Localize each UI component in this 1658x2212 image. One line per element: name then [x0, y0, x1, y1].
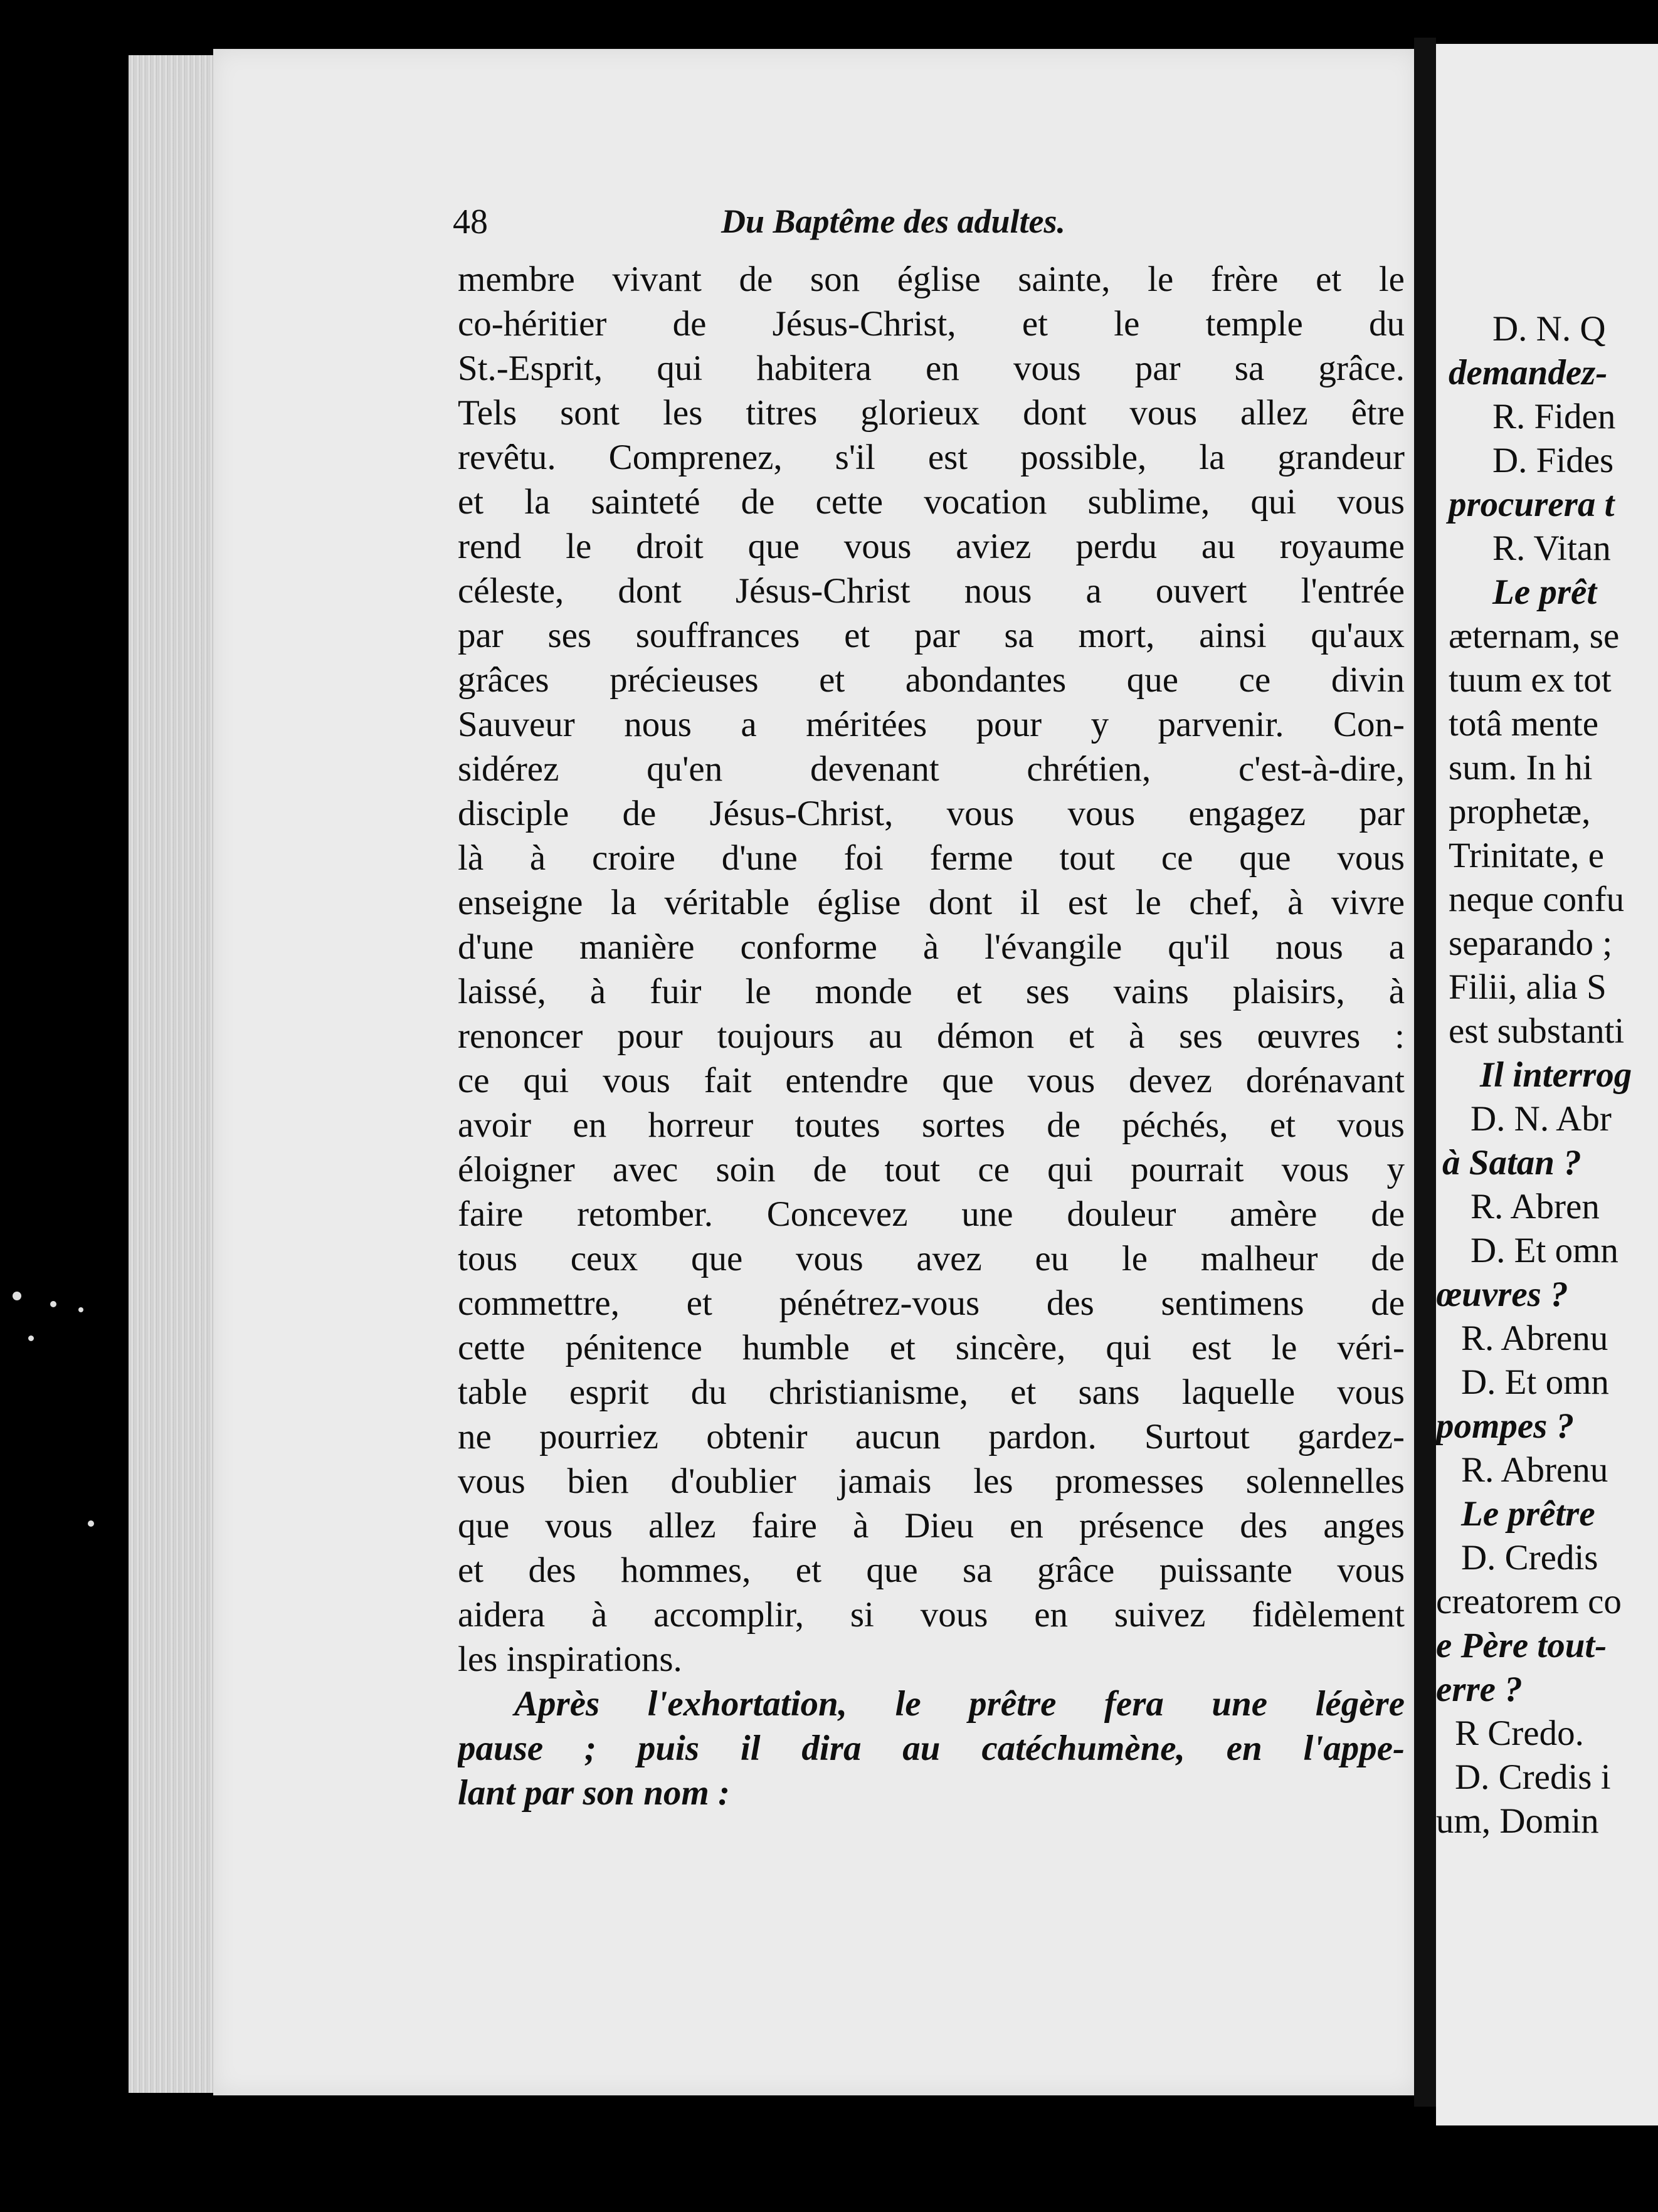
right-text-line: tuum ex tot [1449, 660, 1612, 700]
right-text-line: Trinitate, e [1449, 836, 1605, 875]
right-text-line: R. Vitan [1492, 529, 1611, 568]
margin-speck [13, 1292, 21, 1300]
right-text-line: sum. In hi [1449, 748, 1593, 787]
text-line: par ses souffrances et par sa mort, ainsi qu'aux [458, 616, 1405, 655]
text-line: ne pourriez obtenir aucun pardon. Surtout gardez- [458, 1417, 1405, 1456]
rubric-line: lant par son nom : [458, 1773, 730, 1813]
margin-speck [50, 1301, 56, 1307]
text-line: que vous allez faire à Dieu en présence des anges [458, 1506, 1405, 1546]
right-text-line: pompes ? [1436, 1406, 1575, 1446]
right-text-line: D. N. Abr [1471, 1099, 1612, 1139]
text-line: sidérez qu'en devenant chrétien, c'est-à-dire, [458, 749, 1405, 789]
margin-speck [88, 1520, 94, 1527]
right-page-text [1436, 307, 1658, 1843]
text-line: faire retomber. Concevez une douleur amère de [458, 1194, 1405, 1234]
right-text-line: R Credo. [1455, 1714, 1584, 1753]
text-line: Sauveur nous a méritées pour y parvenir. Con- [458, 705, 1405, 744]
text-line: les inspirations. [458, 1640, 682, 1679]
margin-speck [78, 1307, 83, 1312]
right-text-line: Il interrog [1480, 1055, 1632, 1095]
right-text-line: procurera t [1449, 485, 1615, 524]
right-text-line: æternam, se [1449, 616, 1620, 656]
rubric-line: pause ; puis il dira au catéchumène, en l'appe- [458, 1729, 1405, 1768]
right-text-line: D. Credis i [1455, 1757, 1611, 1797]
text-line: avoir en horreur toutes sortes de péchés, et vous [458, 1105, 1405, 1145]
text-line: enseigne la véritable église dont il est le chef, à vivre [458, 883, 1405, 922]
right-text-line: e Père tout- [1436, 1626, 1607, 1665]
right-text-line: totâ mente [1449, 704, 1598, 744]
right-text-line: Filii, alia S [1449, 967, 1607, 1007]
text-line: d'une manière conforme à l'évangile qu'il nous a [458, 927, 1405, 967]
body-text [458, 257, 1405, 1815]
right-text-line: erre ? [1436, 1670, 1523, 1709]
right-text-line: R. Abrenu [1461, 1319, 1608, 1358]
text-line: Tels sont les titres glorieux dont vous allez être [458, 393, 1405, 433]
right-text-line: R. Fiden [1492, 397, 1616, 436]
text-line: renoncer pour toujours au démon et à ses œuvres : [458, 1016, 1405, 1056]
right-text-line: demandez- [1449, 353, 1608, 392]
text-line: membre vivant de son église sainte, le frère et le [458, 260, 1405, 299]
text-line: table esprit du christianisme, et sans laquelle vous [458, 1372, 1405, 1412]
text-line: disciple de Jésus-Christ, vous vous engagez par [458, 794, 1405, 833]
text-line: St.-Esprit, qui habitera en vous par sa grâce. [458, 349, 1405, 388]
right-text-line: Le prêt [1492, 572, 1597, 612]
text-line: rend le droit que vous aviez perdu au royaume [458, 527, 1405, 566]
right-text-line: creatorem co [1436, 1582, 1622, 1621]
text-line: grâces précieuses et abondantes que ce divin [458, 660, 1405, 700]
right-text-line: œuvres ? [1436, 1275, 1568, 1314]
right-text-line: R. Abren [1471, 1187, 1600, 1226]
text-line: ce qui vous fait entendre que vous devez dorénavant [458, 1061, 1405, 1100]
text-line: et des hommes, et que sa grâce puissante vous [458, 1551, 1405, 1590]
text-line: là à croire d'une foi ferme tout ce que vous [458, 838, 1405, 878]
margin-speck [28, 1335, 34, 1341]
right-text-line: D. N. Q [1492, 309, 1606, 349]
text-line: tous ceux que vous avez eu le malheur de [458, 1239, 1405, 1278]
rubric-line: Après l'exhortation, le prêtre fera une légère [514, 1684, 1405, 1724]
text-line: revêtu. Comprenez, s'il est possible, la grandeur [458, 438, 1405, 477]
right-text-line: D. Et omn [1471, 1231, 1618, 1270]
book-gutter [1414, 38, 1436, 2107]
text-line: et la sainteté de cette vocation sublime, qui vous [458, 482, 1405, 522]
right-text-line: neque confu [1449, 880, 1625, 919]
right-text-line: à Satan ? [1442, 1143, 1581, 1182]
text-line: laissé, à fuir le monde et ses vains plaisirs, à [458, 972, 1405, 1011]
text-line: céleste, dont Jésus-Christ nous a ouvert l'entrée [458, 571, 1405, 611]
right-text-line: D. Credis [1461, 1538, 1598, 1577]
page-number: 48 [453, 203, 488, 241]
right-text-line: prophetæ, [1449, 792, 1591, 831]
right-text-line: D. Fides [1492, 441, 1614, 480]
text-line: cette pénitence humble et sincère, qui est le véri- [458, 1328, 1405, 1367]
right-text-line: um, Domin [1436, 1801, 1599, 1841]
right-text-line: D. Et omn [1461, 1362, 1609, 1402]
text-line: co-héritier de Jésus-Christ, et le temple du [458, 304, 1405, 344]
right-text-line: separando ; [1449, 924, 1613, 963]
text-line: aidera à accomplir, si vous en suivez fidèlement [458, 1595, 1405, 1635]
text-line: éloigner avec soin de tout ce qui pourrait vous y [458, 1150, 1405, 1189]
text-line: commettre, et pénétrez-vous des sentimens de [458, 1283, 1405, 1323]
right-text-line: est substanti [1449, 1011, 1625, 1051]
right-text-line: Le prêtre [1461, 1494, 1595, 1534]
right-page [1436, 44, 1658, 2125]
right-text-line: R. Abrenu [1461, 1450, 1608, 1490]
running-title: Du Baptême des adultes. [721, 203, 1065, 240]
text-line: vous bien d'oublier jamais les promesses solennelles [458, 1462, 1405, 1501]
